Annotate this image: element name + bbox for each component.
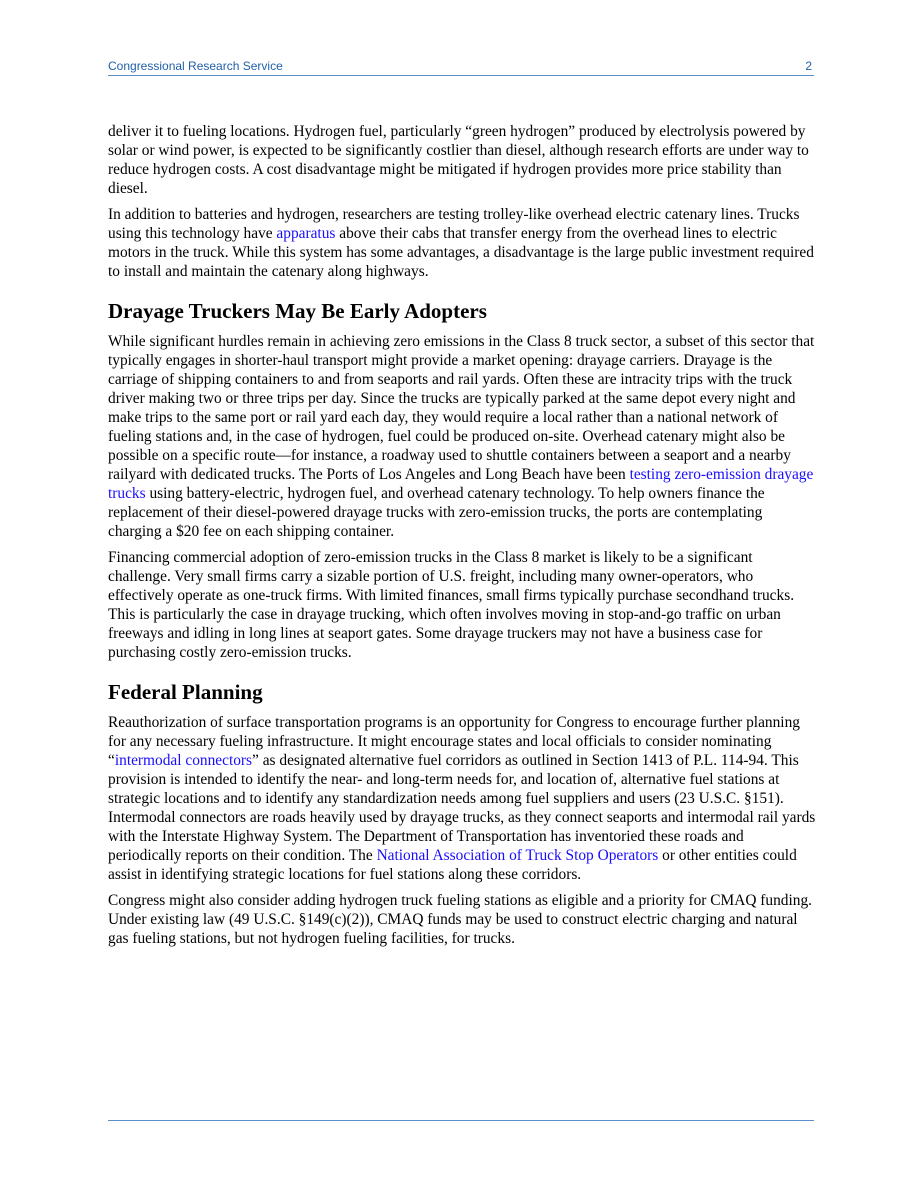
paragraph-text: While significant hurdles remain in achieving zero emissions in the Class 8 truck sector, a subset of this sector that typically engages in shorter-haul transport might provide a market opening: drayage carriers. Drayage is the carriage of shipping containers to and from seaports and rail yards. Often these are intracity trips with the truck driver making two or three trips per day. Since the trucks are typically parked at the same depot every night and make trips to the same port or rail yard each day, they would require a local rather than a national network of fueling stations and, in the case of hydrogen, fuel could be produced on-site. Overhead catenary might also be possible on a specific route—for instance, a roadway used to shuttle containers between a seaport and a nearby railyard with dedicated trucks. The Ports of Los Angeles and Long Beach have been bbox=[108, 333, 815, 483]
paragraph-hydrogen-costs: deliver it to fueling locations. Hydrogen fuel, particularly “green hydrogen” produced by electrolysis powered by solar or wind power, is expected to be significantly costlier than diesel, although research efforts are under way to reduce hydrogen costs. A cost disadvantage might be mitigated if hydrogen provides more price stability than diesel. bbox=[108, 123, 809, 197]
paragraph-drayage bbox=[108, 332, 818, 541]
footer-divider bbox=[108, 1120, 814, 1121]
section-heading-federal-planning: Federal Planning bbox=[108, 680, 263, 704]
paragraph-text: above their cabs that transfer energy from the overhead lines to electric motors in the truck. While this system has some advantages, a disadvantage is the large public investment required to install and maintain the catenary along highways. bbox=[108, 225, 814, 280]
paragraph-text: using battery-electric, hydrogen fuel, and overhead catenary technology. To help owners finance the replacement of their diesel-powered drayage trucks with zero-emission trucks, the ports are contemplating charging a $20 fee on each shipping container. bbox=[108, 485, 765, 540]
paragraph-financing: Financing commercial adoption of zero-emission trucks in the Class 8 market is likely to be a significant challenge. Very small firms carry a sizable portion of U.S. freight, including many owner-operators, who effectively operate as one-truck firms. With limited finances, small firms typically purchase secondhand trucks. This is particularly the case in drayage trucking, which often involves moving in stop-and-go traffic on urban freeways and idling in long lines at seaport gates. Some drayage truckers may not have a business case for purchasing costly zero-emission trucks. bbox=[108, 549, 795, 661]
link-intermodal-connectors[interactable]: intermodal connectors bbox=[114, 752, 253, 769]
link-apparatus[interactable]: apparatus bbox=[276, 225, 336, 242]
paragraph-reauthorization bbox=[108, 713, 818, 884]
header-source: Congressional Research Service bbox=[108, 59, 283, 73]
paragraph-text: Reauthorization of surface transportation programs is an opportunity for Congress to encourage further planning for any necessary fueling infrastructure. It might encourage states and local officials to consider nominating “ bbox=[108, 714, 800, 769]
page-header bbox=[108, 59, 814, 76]
document-body bbox=[108, 122, 818, 955]
page-number: 2 bbox=[805, 59, 812, 73]
paragraph-catenary bbox=[108, 205, 818, 281]
section-heading-drayage: Drayage Truckers May Be Early Adopters bbox=[108, 299, 487, 323]
paragraph-text: ” as designated alternative fuel corridors as outlined in Section 1413 of P.L. 114-94. This provision is intended to identify the near- and long-term needs for, and location of, alternative fuel stations at strategic locations and to identify any standardization needs among fuel suppliers and users (23 U.S.C. §151). Intermodal connectors are roads heavily used by drayage trucks, as they connect seaports and intermodal rail yards with the Interstate Highway System. The Department of Transportation has inventoried these roads and periodically reports on their condition. The bbox=[108, 752, 816, 864]
paragraph-cmaq: Congress might also consider adding hydrogen truck fueling stations as eligible and a priority for CMAQ funding. Under existing law (49 U.S.C. §149(c)(2)), CMAQ funds may be used to construct electric charging and natural gas fueling stations, but not hydrogen fueling facilities, for trucks. bbox=[108, 892, 813, 947]
link-natso[interactable]: National Association of Truck Stop Operators bbox=[376, 847, 659, 864]
paragraph-text: In addition to batteries and hydrogen, researchers are testing trolley-like overhead electric catenary lines. Trucks using this technology have bbox=[108, 206, 800, 242]
link-testing-drayage-trucks[interactable]: testing zero-emission drayage trucks bbox=[108, 466, 814, 502]
paragraph-text: or other entities could assist in identifying strategic locations for fuel stations along these corridors. bbox=[108, 847, 797, 883]
